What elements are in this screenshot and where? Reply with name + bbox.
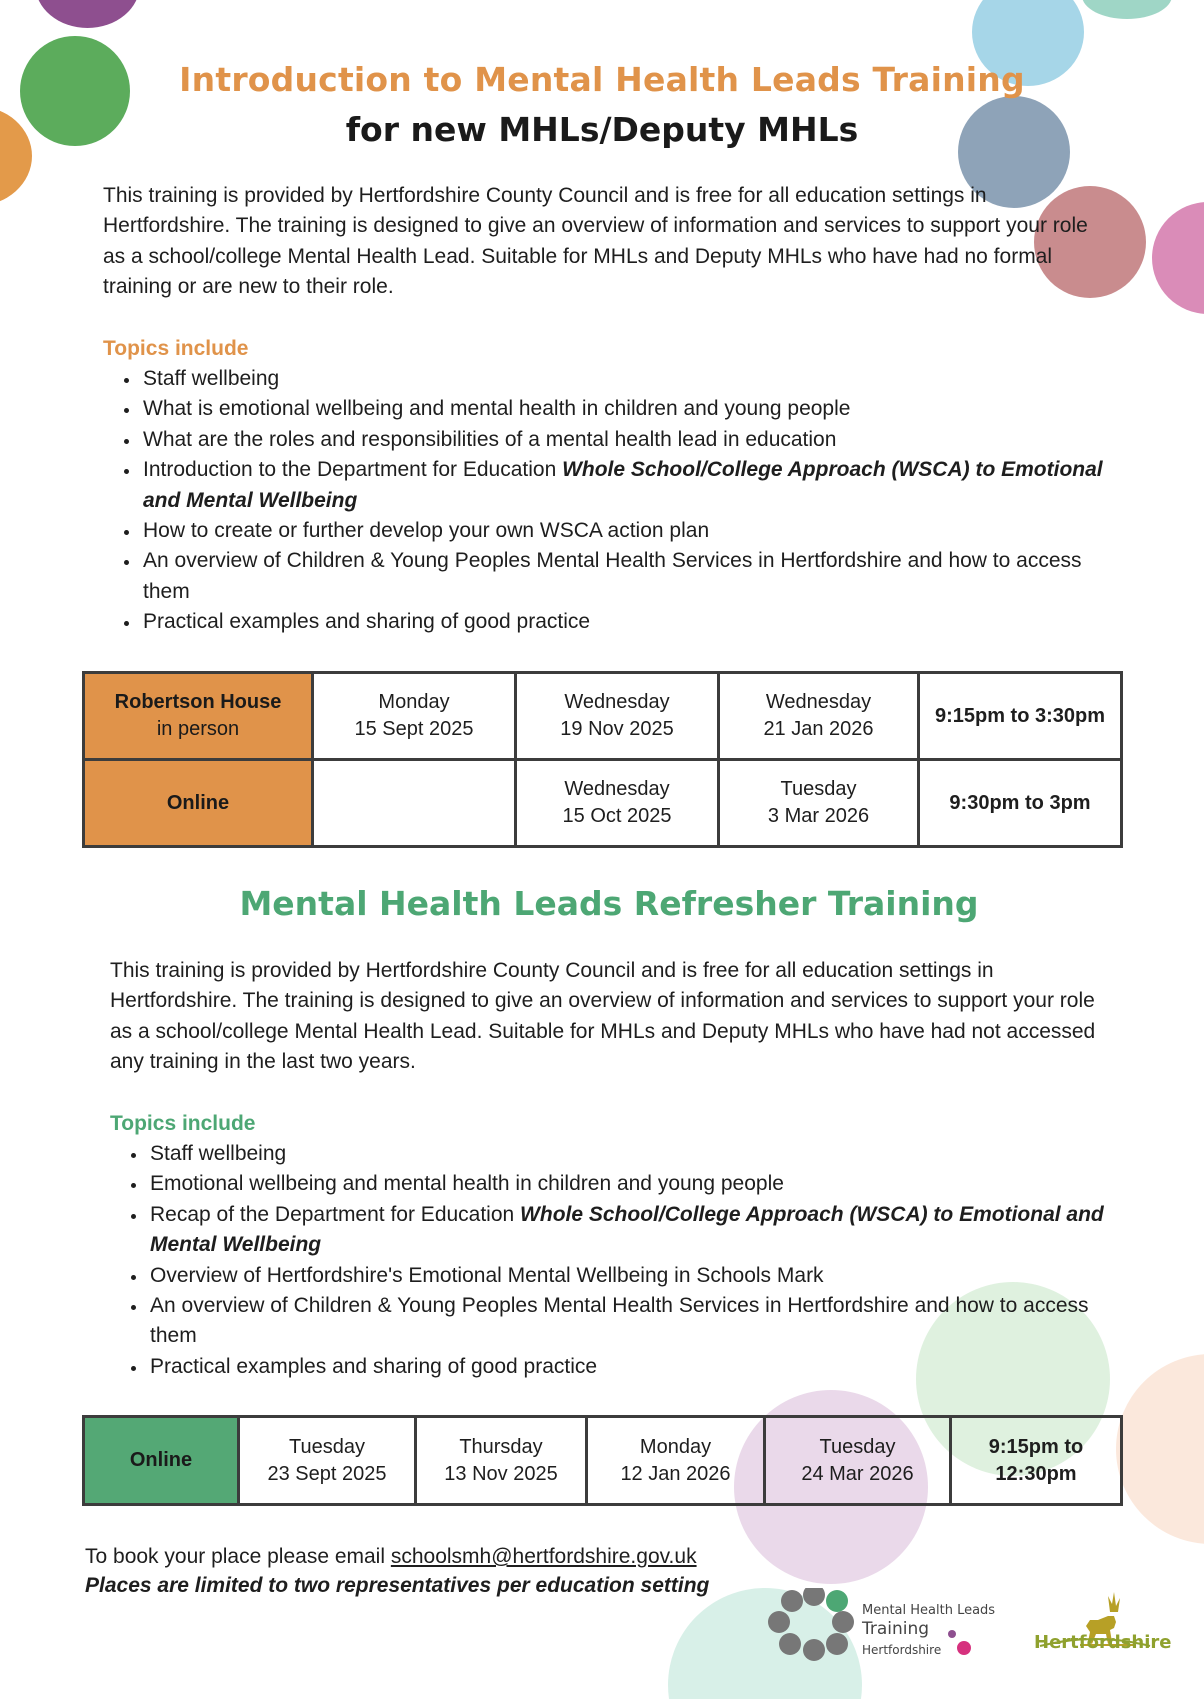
time-cell: 9:15pm to 3:30pm [919, 673, 1122, 760]
date-cell: Thursday 13 Nov 2025 [416, 1417, 587, 1505]
date-cell: Tuesday 3 Mar 2026 [719, 760, 919, 847]
decor-circle-teal [1082, 0, 1172, 19]
date-cell [313, 760, 516, 847]
date-cell: Wednesday 21 Jan 2026 [719, 673, 919, 760]
date-cell: Monday 15 Sept 2025 [313, 673, 516, 760]
venue-cell: Online [84, 1417, 239, 1505]
intro-schedule-table [82, 671, 1123, 848]
list-item: • Staff wellbeing [148, 1139, 1138, 1169]
venue-cell: Online [84, 760, 313, 847]
refresher-description: This training is provided by Hertfordshire County Council and is free for all education settings in Hertfordshire. The training is designed to give an overview of information and services to support your role as a school/college Mental Health Lead. Suitable for MHLs and Deputy MHLs who have had not accessed any training in the last two years. [110, 959, 1096, 1074]
refresher-topics-list [111, 1139, 1138, 1382]
venue-cell: Robertson House in person [84, 673, 313, 760]
table-row [84, 673, 1122, 760]
list-item: • Overview of Hertfordshire's Emotional Mental Wellbeing in Schools Mark [148, 1261, 1138, 1291]
list-item: • Recap of the Department for Education Whole School/College Approach (WSCA) to Emotional and Mental Wellbeing [148, 1200, 1138, 1261]
refresher-title: Mental Health Leads Refresher Training [239, 884, 979, 923]
list-item: • What is emotional wellbeing and mental health in children and young people [141, 394, 1131, 424]
list-item: • How to create or further develop your own WSCA action plan [141, 516, 1131, 546]
list-item: • Staff wellbeing [141, 364, 1131, 394]
booking-email-link[interactable]: schoolsmh@hertfordshire.gov.uk [390, 1545, 697, 1568]
refresher-topics-heading: Topics include [110, 1112, 256, 1135]
mhl-logo-text: Mental Health Leads Training Hertfordshire [862, 1603, 996, 1657]
date-cell: Wednesday 15 Oct 2025 [516, 760, 719, 847]
intro-subtitle: for new MHLs/Deputy MHLs [345, 110, 859, 149]
date-cell: Wednesday 19 Nov 2025 [516, 673, 719, 760]
list-item: • Practical examples and sharing of good practice [141, 607, 1131, 637]
time-cell: 9:30pm to 3pm [919, 760, 1122, 847]
date-cell: Tuesday 23 Sept 2025 [239, 1417, 416, 1505]
date-cell: Monday 12 Jan 2026 [587, 1417, 765, 1505]
hertfordshire-logo-text: Hertfordshire [1034, 1632, 1172, 1653]
decor-circle-purple [35, 0, 140, 28]
intro-topics-heading: Topics include [103, 337, 249, 360]
table-row [84, 1417, 1122, 1505]
booking-info [85, 1542, 709, 1600]
booking-text: To book your place please email [85, 1545, 391, 1568]
list-item: • Introduction to the Department for Education Whole School/College Approach (WSCA) to Emotional and Mental Wellbeing [141, 455, 1131, 516]
table-row [84, 760, 1122, 847]
list-item: • An overview of Children & Young Peoples Mental Health Services in Hertfordshire and how to access them [141, 546, 1131, 607]
time-cell: 9:15pm to 12:30pm [951, 1417, 1122, 1505]
refresher-schedule-table [82, 1415, 1123, 1506]
list-item: • An overview of Children & Young Peoples Mental Health Services in Hertfordshire and how to access them [148, 1291, 1138, 1352]
places-limit-note: Places are limited to two representatives per education setting [85, 1574, 710, 1597]
intro-description: This training is provided by Hertfordshire County Council and is free for all education settings in Hertfordshire. The training is designed to give an overview of information and services to support your role as a school/college Mental Health Lead. Suitable for MHLs and Deputy MHLs who have had no formal training or are new to their role. [103, 184, 1088, 299]
list-item: • Emotional wellbeing and mental health in children and young people [148, 1169, 1138, 1199]
list-item: • What are the roles and responsibilities of a mental health lead in education [141, 425, 1131, 455]
decor-circle-peach [1116, 1354, 1204, 1544]
intro-title: Introduction to Mental Health Leads Training [179, 60, 1025, 99]
decor-circle-pink [1152, 202, 1204, 314]
date-cell: Tuesday 24 Mar 2026 [765, 1417, 951, 1505]
list-item: • Practical examples and sharing of good practice [148, 1352, 1138, 1382]
intro-topics-list [104, 364, 1131, 638]
